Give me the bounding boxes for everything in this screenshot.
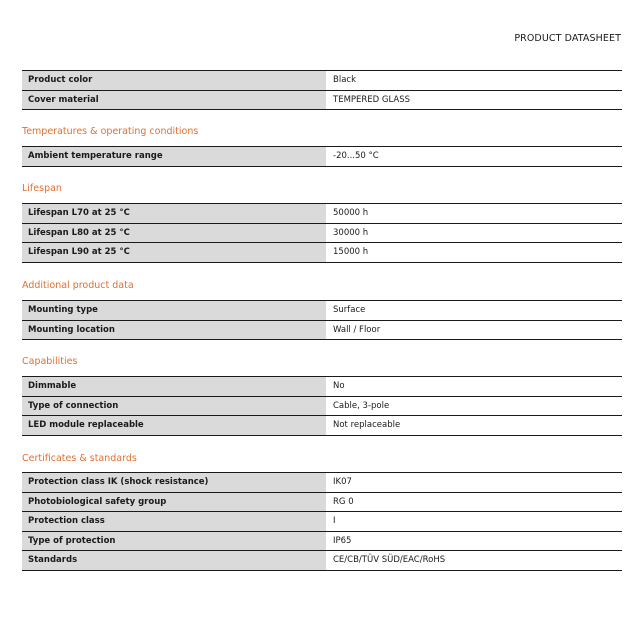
row-value: IP65	[326, 531, 622, 551]
row-label: Protection class	[22, 512, 326, 532]
section-capabilities	[22, 354, 622, 436]
row-label: Ambient temperature range	[22, 147, 326, 167]
row-label: Protection class IK (shock resistance)	[22, 473, 326, 493]
section-heading: Lifespan	[22, 183, 62, 194]
row-label: LED module replaceable	[22, 416, 326, 436]
row-value: 50000 h	[326, 204, 622, 224]
row-label: Lifespan L90 at 25 °C	[22, 243, 326, 263]
row-value: Not replaceable	[326, 416, 622, 436]
row-label: Lifespan L70 at 25 °C	[22, 204, 326, 224]
row-value: No	[326, 377, 622, 397]
table-row	[22, 551, 622, 571]
section-heading: Temperatures & operating conditions	[22, 126, 199, 137]
table-row	[22, 223, 622, 243]
table-row	[22, 531, 622, 551]
row-value: Cable, 3-pole	[326, 396, 622, 416]
table-row	[22, 512, 622, 532]
row-value: 15000 h	[326, 243, 622, 263]
spec-table-certificates	[22, 472, 622, 571]
table-row	[22, 301, 622, 321]
row-label: Dimmable	[22, 377, 326, 397]
row-value: TEMPERED GLASS	[326, 90, 622, 110]
document-title: PRODUCT DATASHEET	[514, 33, 621, 44]
section-lifespan	[22, 181, 622, 263]
section-heading: Capabilities	[22, 356, 78, 367]
row-value: CE/CB/TÜV SÜD/EAC/RoHS	[326, 551, 622, 571]
row-label: Type of connection	[22, 396, 326, 416]
table-row	[22, 204, 622, 224]
row-label: Type of protection	[22, 531, 326, 551]
table-row	[22, 147, 622, 167]
spec-table-general	[22, 70, 622, 110]
row-value: Surface	[326, 301, 622, 321]
table-row	[22, 473, 622, 493]
table-row	[22, 243, 622, 263]
table-row	[22, 377, 622, 397]
spec-table-lifespan	[22, 203, 622, 263]
row-value: -20...50 °C	[326, 147, 622, 167]
table-row	[22, 492, 622, 512]
row-value: IK07	[326, 473, 622, 493]
section-certificates-standards	[22, 451, 622, 571]
row-label: Standards	[22, 551, 326, 571]
row-value: Wall / Floor	[326, 320, 622, 340]
table-row	[22, 416, 622, 436]
table-row	[22, 90, 622, 110]
section-additional-product-data	[22, 278, 622, 340]
row-label: Photobiological safety group	[22, 492, 326, 512]
table-row	[22, 320, 622, 340]
table-row	[22, 396, 622, 416]
section-heading: Certificates & standards	[22, 453, 137, 464]
row-label: Cover material	[22, 90, 326, 110]
row-label: Lifespan L80 at 25 °C	[22, 223, 326, 243]
row-value: 30000 h	[326, 223, 622, 243]
section-temperatures	[22, 124, 622, 167]
row-value: RG 0	[326, 492, 622, 512]
table-row	[22, 71, 622, 91]
spec-table-additional	[22, 300, 622, 340]
section-general	[22, 70, 622, 110]
section-heading: Additional product data	[22, 280, 134, 291]
row-label: Mounting location	[22, 320, 326, 340]
row-label: Product color	[22, 71, 326, 91]
row-label: Mounting type	[22, 301, 326, 321]
spec-table-temperatures	[22, 146, 622, 167]
spec-table-capabilities	[22, 376, 622, 436]
row-value: Black	[326, 71, 622, 91]
row-value: I	[326, 512, 622, 532]
